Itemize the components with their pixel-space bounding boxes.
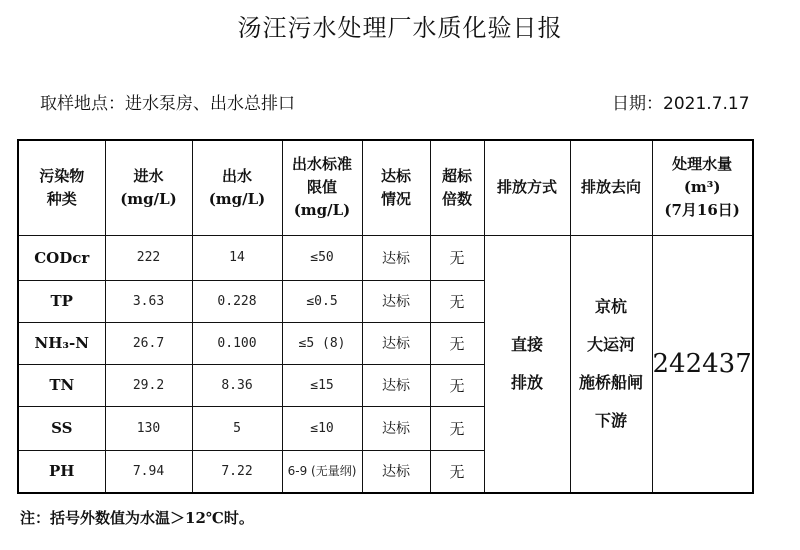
exceed-multiple: 无 (430, 406, 484, 450)
pollutant-name: SS (18, 406, 105, 450)
exceed-multiple: 无 (430, 280, 484, 322)
compliance-status: 达标 (362, 322, 430, 364)
influent-value: 26.7 (105, 322, 192, 364)
compliance-status: 达标 (362, 280, 430, 322)
header-effluent: 出水 (mg/L) (192, 140, 282, 235)
exceed-multiple: 无 (430, 235, 484, 280)
treated-volume: 242437 (652, 235, 753, 493)
compliance-status: 达标 (362, 406, 430, 450)
header-discharge-destination: 排放去向 (570, 140, 652, 235)
exceed-multiple: 无 (430, 364, 484, 406)
limit-value: ≤5 (8) (282, 322, 362, 364)
limit-value: ≤0.5 (282, 280, 362, 322)
report-title: 汤汪污水处理厂水质化验日报 (237, 14, 563, 42)
effluent-value: 0.100 (192, 322, 282, 364)
influent-value: 222 (105, 235, 192, 280)
influent-value: 3.63 (105, 280, 192, 322)
header-limit: 出水标准 限值 (mg/L) (282, 140, 362, 235)
effluent-value: 0.228 (192, 280, 282, 322)
pollutant-name: CODcr (18, 235, 105, 280)
effluent-value: 7.22 (192, 450, 282, 493)
pollutant-name: PH (18, 450, 105, 493)
header-influent: 进水 (mg/L) (105, 140, 192, 235)
compliance-status: 达标 (362, 450, 430, 493)
header-volume: 处理水量 (m³) (7月16日) (652, 140, 753, 235)
influent-value: 130 (105, 406, 192, 450)
limit-value: ≤10 (282, 406, 362, 450)
table-row (18, 235, 753, 280)
limit-value: 6-9 (无量纲) (282, 450, 362, 493)
limit-value: ≤50 (282, 235, 362, 280)
compliance-status: 达标 (362, 364, 430, 406)
discharge-method: 直接 排放 (484, 235, 570, 493)
influent-value: 7.94 (105, 450, 192, 493)
limit-value: ≤15 (282, 364, 362, 406)
header-row (18, 140, 753, 235)
effluent-value: 14 (192, 235, 282, 280)
compliance-status: 达标 (362, 235, 430, 280)
discharge-destination: 京杭 大运河 施桥船闸 下游 (570, 235, 652, 493)
exceed-multiple: 无 (430, 322, 484, 364)
sampling-location: 取样地点：进水泵房、出水总排口 (40, 94, 295, 114)
influent-value: 29.2 (105, 364, 192, 406)
effluent-value: 5 (192, 406, 282, 450)
header-compliance: 达标 情况 (362, 140, 430, 235)
header-pollutant: 污染物 种类 (18, 140, 105, 235)
pollutant-name: TP (18, 280, 105, 322)
report-date: 日期：2021.7.17 (612, 94, 750, 114)
header-discharge-method: 排放方式 (484, 140, 570, 235)
water-quality-table (17, 139, 754, 494)
effluent-value: 8.36 (192, 364, 282, 406)
pollutant-name: TN (18, 364, 105, 406)
header-exceed: 超标 倍数 (430, 140, 484, 235)
exceed-multiple: 无 (430, 450, 484, 493)
footnote: 注：括号外数值为水温＞12℃时。 (20, 509, 254, 527)
pollutant-name: NH₃-N (18, 322, 105, 364)
